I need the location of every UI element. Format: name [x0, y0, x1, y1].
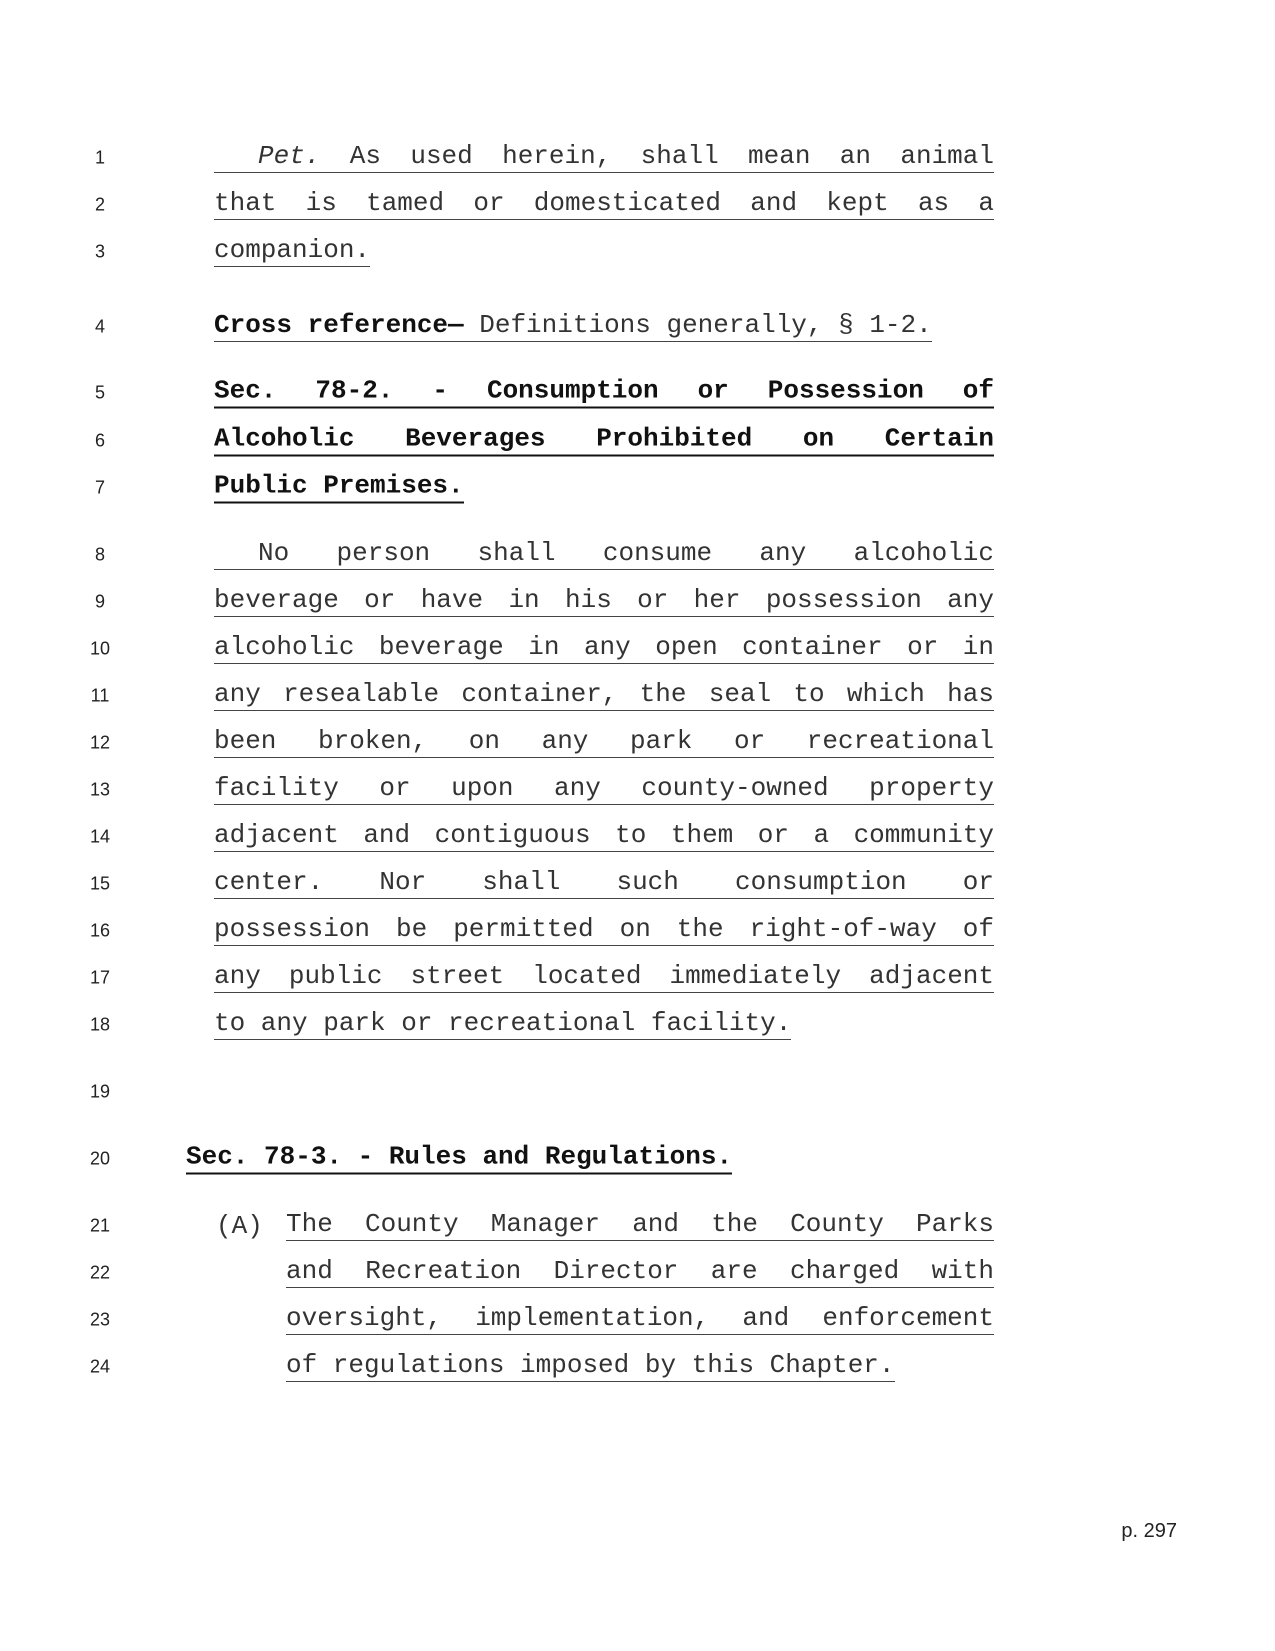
line-number: 19 — [89, 1081, 111, 1102]
line-number: 11 — [90, 685, 110, 706]
definition-line: companion. — [214, 235, 371, 265]
body-line: alcoholic beverage in any open container or in — [214, 632, 994, 662]
line-number: 1 — [94, 147, 105, 168]
line-number: 16 — [89, 920, 111, 941]
item-line: oversight, implementation, and enforcement — [286, 1303, 994, 1333]
line-number: 8 — [94, 544, 105, 565]
item-label: (A) — [216, 1211, 263, 1241]
cross-reference-label: Cross reference— — [214, 310, 464, 340]
body-line: to any park or recreational facility. — [214, 1008, 792, 1038]
line-number: 13 — [89, 779, 111, 800]
item-line: and Recreation Director are charged with — [286, 1256, 994, 1286]
body-line: facility or upon any county-owned property — [214, 773, 994, 803]
line-number: 4 — [94, 316, 105, 337]
item-line: of regulations imposed by this Chapter. — [286, 1350, 895, 1380]
line-number: 24 — [89, 1356, 111, 1377]
body-line: any public street located immediately adjacent — [214, 961, 994, 991]
definition-text: As used herein, shall mean an animal — [349, 141, 994, 171]
line-number: 15 — [89, 873, 111, 894]
definition-line: that is tamed or domesticated and kept as a — [214, 188, 994, 218]
body-line: No person shall consume any alcoholic — [214, 540, 994, 570]
line-number: 23 — [89, 1309, 111, 1330]
line-number: 14 — [89, 826, 111, 847]
line-number: 12 — [89, 732, 111, 753]
body-line: center. Nor shall such consumption or — [214, 867, 994, 897]
section-heading: Sec. 78-3. - Rules and Regulations. — [186, 1144, 732, 1175]
line-number: 9 — [94, 591, 105, 612]
line-number: 2 — [94, 194, 105, 215]
body-line: been broken, on any park or recreational — [214, 726, 994, 756]
line-number: 17 — [89, 967, 111, 988]
cross-reference-text: Definitions generally, § 1-2. — [479, 310, 932, 340]
section-heading: Sec. 78-2. - Consumption or Possession of — [214, 378, 994, 409]
line-number: 5 — [94, 382, 105, 403]
line-number: 6 — [94, 430, 105, 451]
line-number: 21 — [89, 1215, 111, 1236]
section-heading: Public Premises. — [214, 473, 464, 504]
definition-term: Pet. — [258, 141, 321, 171]
body-line: beverage or have in his or her possession any — [214, 585, 994, 615]
line-number: 20 — [89, 1148, 111, 1169]
item-line: The County Manager and the County Parks — [286, 1209, 994, 1239]
line-number: 10 — [89, 638, 111, 659]
line-number: 3 — [94, 241, 105, 262]
body-line: possession be permitted on the right-of-way of — [214, 914, 994, 944]
line-number: 7 — [94, 477, 105, 498]
line-number: 22 — [89, 1262, 111, 1283]
page-number: p. 297 — [1121, 1520, 1177, 1542]
section-heading: Alcoholic Beverages Prohibited on Certain — [214, 426, 994, 457]
definition-line — [214, 143, 994, 173]
cross-reference — [214, 312, 932, 342]
line-number: 18 — [89, 1014, 111, 1035]
body-line: any resealable container, the seal to which has — [214, 679, 994, 709]
body-line: adjacent and contiguous to them or a community — [214, 820, 994, 850]
